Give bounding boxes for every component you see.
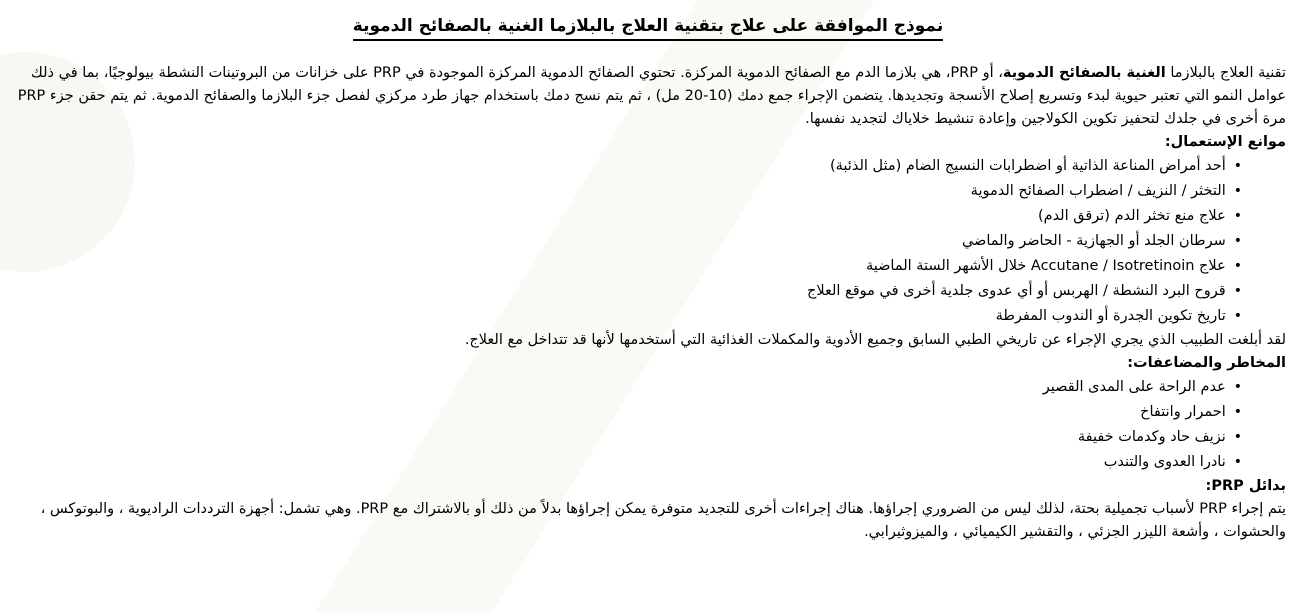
contraindications-heading: موانع الإستعمال: [1164, 134, 1286, 150]
alternatives-heading: بدائل PRP: [1205, 478, 1286, 494]
intro-paragraph [10, 62, 1286, 131]
risks-list [10, 375, 1286, 475]
intro-rest: ، أو PRP، هي بلازما الدم مع الصفائح الدموية المركزة. تحتوي الصفائح الدموية المركزة الموجودة في PRP على خزانات من البروتينات النشطة بيولوجيًا، بما في ذلك عوامل النمو التي تعتبر حيوية لبدء وتسريع إصلاح الأنسجة وتجديدها. يتضمن الإجراء جمع دمك (10-20 مل) ، ثم يتم نسج دمك باستخدام جهاز طرد مركزي لفصل جزء البلازما والصفائح الدموية. ثم يتم حقن جزء PRP مرة أخرى في جلدك لتحفيز تكوين الكولاجين وإعادة تنشيط خلاياك لتجديد نفسها. [17, 65, 1286, 127]
list-item: • علاج منع تخثر الدم (ترقق الدم) [10, 204, 1242, 229]
page-title-text: نموذج الموافقة على علاج بتقنية العلاج بالبلازما الغنية بالصفائح الدموية [353, 16, 943, 41]
list-item: • احمرار وانتفاخ [10, 400, 1242, 425]
list-item: • نادرا العدوى والتندب [10, 450, 1242, 475]
list-item: • نزيف حاد وكدمات خفيفة [10, 425, 1242, 450]
risks-heading: المخاطر والمضاعفات: [1127, 355, 1286, 371]
disclosure-paragraph: لقد أبلغت الطبيب الذي يجري الإجراء عن تاريخي الطبي السابق وجميع الأدوية والمكملات الغذائية التي أستخدمها لأنها قد تتداخل مع العلاج. [464, 332, 1286, 348]
list-item: • عدم الراحة على المدى القصير [10, 375, 1242, 400]
list-item: • أحد أمراض المناعة الذاتية أو اضطرابات النسيج الضام (مثل الذئبة) [10, 154, 1242, 179]
page-title [10, 14, 1286, 38]
list-item: • علاج Accutane / Isotretinoin خلال الأشهر الستة الماضية [10, 254, 1242, 279]
contraindications-list [10, 154, 1286, 329]
list-item: • تاريخ تكوين الجدرة أو الندوب المفرطة [10, 304, 1242, 329]
list-item: • قروح البرد النشطة / الهربس أو أي عدوى جلدية أخرى في موقع العلاج [10, 279, 1242, 304]
list-item: • سرطان الجلد أو الجهازية - الحاضر والماضي [10, 229, 1242, 254]
intro-lead: تقنية العلاج بالبلازما [1165, 65, 1286, 81]
list-item: • التخثر / النزيف / اضطراب الصفائح الدموية [10, 179, 1242, 204]
alternatives-paragraph: يتم إجراء PRP لأسباب تجميلية بحتة، لذلك ليس من الضروري إجراؤها. هناك إجراءات أخرى للتجديد متوفرة يمكن إجراؤها بدلاً من ذلك أو بالاشتراك مع PRP. وهي تشمل: أجهزة الترددات الراديوية ، والبوتوكس ، والحشوات ، وأشعة الليزر الجزئي ، والتقشير الكيميائي ، والميزوثيرابي. [40, 501, 1286, 540]
intro-bold-phrase: الغنية بالصفائح الدموية [1002, 65, 1166, 81]
